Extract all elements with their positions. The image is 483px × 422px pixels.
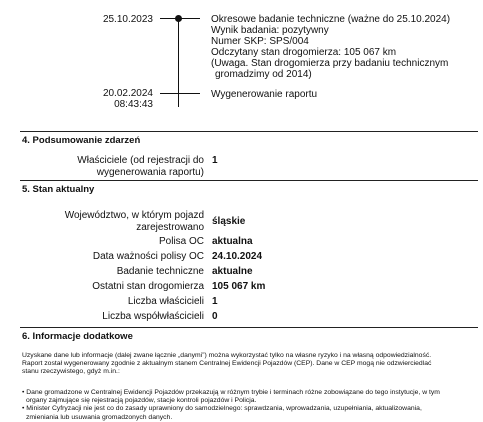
- disclaimer-line: • Minister Cyfryzacji nie jest co do zasady uprawniony do samodzielnego: sprawdzania, wprowadzania, uzupełniania, aktualizowania,: [22, 405, 422, 413]
- oc-expiry-label: Data ważności polisy OC: [92, 251, 204, 262]
- voivodeship-value: śląskie: [212, 216, 246, 227]
- coowner-count-label: Liczba współwłaścicieli: [102, 311, 204, 322]
- disclaimer-line: zmieniania lub usuwania gromadzonych danych.: [26, 413, 173, 421]
- timeline-tick-bottom: [160, 93, 200, 94]
- oc-expiry-value: 24.10.2024: [212, 251, 263, 262]
- section-divider: [20, 327, 478, 328]
- event-line: Wynik badania: pozytywny: [211, 25, 329, 36]
- event-date: 20.02.2024: [102, 88, 153, 99]
- event-details: [211, 14, 476, 80]
- oc-policy-label: Polisa OC: [158, 236, 204, 247]
- oc-policy-value: aktualna: [212, 236, 253, 247]
- disclaimer-line: Uzyskane dane lub informacje (dalej zwane łącznie „danymi”) można wykorzystać tylko na własne ryzyko i na własną odpowiedzialność.: [22, 352, 432, 359]
- section-6-title: 6. Informacje dodatkowe: [22, 331, 133, 342]
- event-line: Okresowe badanie techniczne (ważne do 25.10.2024): [211, 14, 451, 25]
- event-line: gromadzimy od 2014): [215, 69, 312, 80]
- odometer-label: Ostatni stan drogomierza: [92, 281, 204, 292]
- label-line: wygenerowania raportu): [96, 167, 204, 178]
- inspection-value: aktualne: [212, 266, 253, 277]
- disclaimer-line: Raport został wygenerowany zgodnie z aktualnym stanem Centralnej Ewidencji Pojazdów (CEP). Dane w CEP mogą nie odzwierciedlać: [22, 360, 432, 368]
- label-line: Województwo, w którym pojazd: [64, 210, 204, 221]
- disclaimer-line: stanu rzeczywistego, gdyż m.in.:: [22, 368, 120, 376]
- label-line: Właściciele (od rejestracji do: [77, 155, 204, 166]
- owners-label: [77, 155, 204, 179]
- section-divider: [20, 180, 478, 181]
- section-divider: [20, 131, 478, 132]
- timeline-tick-top: [160, 18, 200, 19]
- label-line: zarejestrowano: [136, 222, 204, 233]
- voivodeship-label: [65, 210, 204, 234]
- disclaimer-paragraph: [22, 352, 472, 377]
- disclaimer-bullets: [22, 389, 472, 422]
- odometer-value: 105 067 km: [212, 281, 266, 292]
- disclaimer-line: organy zajmujące się rejestracją pojazdów, stacje kontroli pojazdów i Policja.: [26, 397, 257, 405]
- event-line: Numer SKP: SPS/004: [211, 36, 309, 47]
- event-time: 08:43:43: [114, 99, 153, 110]
- section-5-title: 5. Stan aktualny: [22, 184, 95, 195]
- event-line: Wygenerowanie raportu: [211, 89, 318, 100]
- event-line: Odczytany stan drogomierza: 105 067 km: [211, 47, 397, 58]
- coowner-count-value: 0: [212, 311, 218, 322]
- section-4-title: 4. Podsumowanie zdarzeń: [22, 135, 141, 146]
- owner-count-value: 1: [212, 296, 218, 307]
- disclaimer-line: • Dane gromadzone w Centralnej Ewidencji Pojazdów przekazują w różnym trybie i terminach różne zobowiązane do tego instytucje, w tym: [22, 389, 440, 396]
- event-date: 25.10.2023: [102, 14, 153, 25]
- event-details: [211, 89, 476, 100]
- owners-value: 1: [212, 155, 218, 166]
- owner-count-label: Liczba właścicieli: [127, 296, 204, 307]
- event-line: (Uwaga. Stan drogomierza przy badaniu technicznym: [211, 58, 449, 69]
- inspection-label: Badanie techniczne: [116, 266, 204, 277]
